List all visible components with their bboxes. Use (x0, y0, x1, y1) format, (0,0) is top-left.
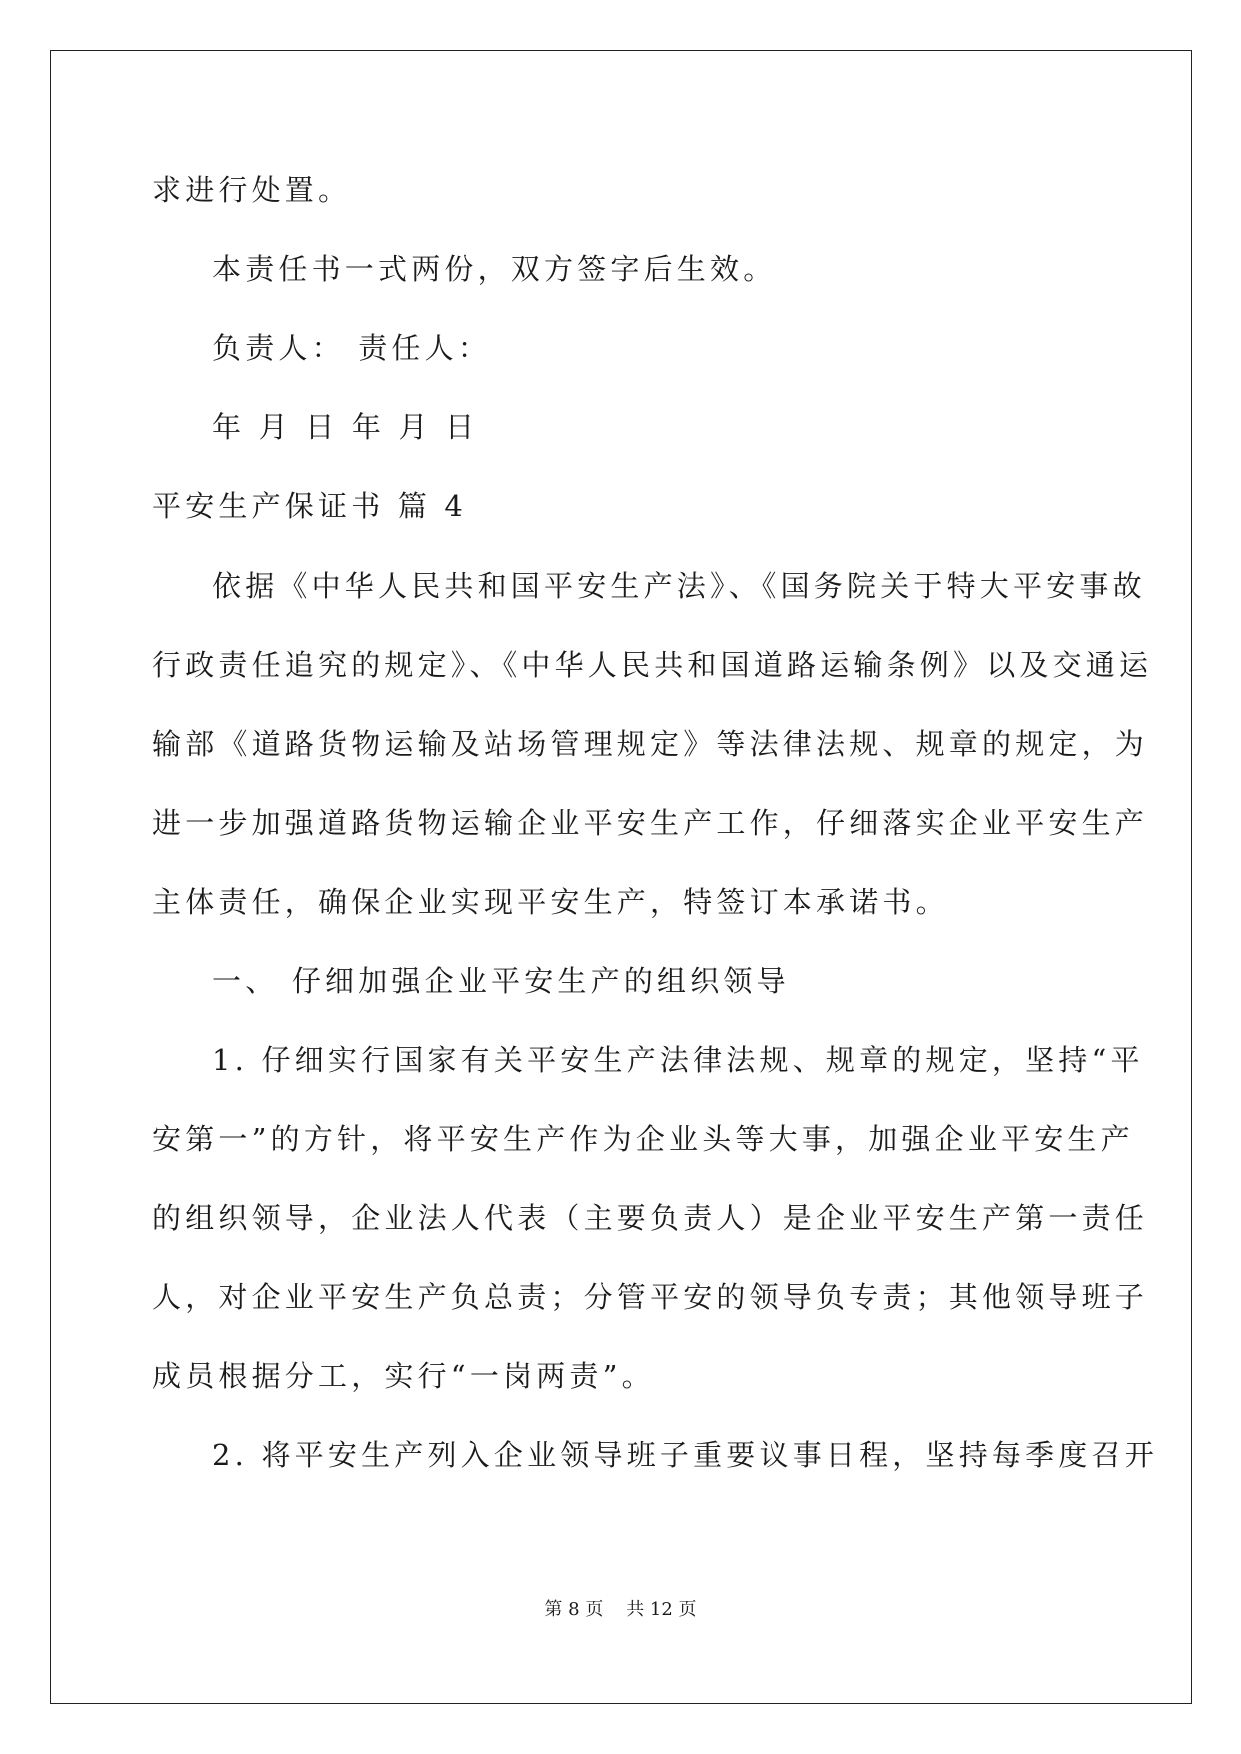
text-line-14: 的组织领导，企业法人代表（主要负责人）是企业平安生产第一责任 (152, 1201, 1149, 1235)
subsection-heading: 一、 仔细加强企业平安生产的组织领导 (212, 964, 790, 998)
text-line-7: 行政责任追究的规定》、《中华人民共和国道路运输条例》以及交通运 (152, 648, 1153, 682)
text-line-1: 求进行处置。 (152, 173, 352, 207)
text-line-13: 安第一”的方针，将平安生产作为企业头等大事，加强企业平安生产 (152, 1122, 1134, 1156)
text-line-6: 依据《中华人民共和国平安生产法》、《国务院关于特大平安事故 (212, 569, 1146, 603)
text-line-12: 1. 仔细实行国家有关平安生产法律法规、规章的规定，坚持“平 (212, 1043, 1144, 1077)
text-line-2: 本责任书一式两份，双方签字后生效。 (212, 252, 777, 286)
text-line-15: 人，对企业平安生产负总责；分管平安的领导负专责；其他领导班子 (152, 1280, 1149, 1314)
text-line-4: 年 月 日 年 月 日 (212, 410, 479, 444)
page-number-footer: 第 8 页 共 12 页 (544, 1599, 697, 1620)
text-line-16: 成员根据分工，实行“一岗两责”。 (152, 1359, 655, 1393)
section-heading: 平安生产保证书 篇 4 (152, 489, 468, 523)
text-line-17: 2. 将平安生产列入企业领导班子重要议事日程，坚持每季度召开 (212, 1438, 1158, 1472)
text-line-9: 进一步加强道路货物运输企业平安生产工作，仔细落实企业平安生产 (152, 806, 1149, 840)
text-line-3: 负责人： 责任人： (212, 331, 492, 365)
text-line-10: 主体责任，确保企业实现平安生产，特签订本承诺书。 (152, 885, 949, 919)
text-line-8: 输部《道路货物运输及站场管理规定》等法律法规、规章的规定，为 (152, 727, 1149, 761)
